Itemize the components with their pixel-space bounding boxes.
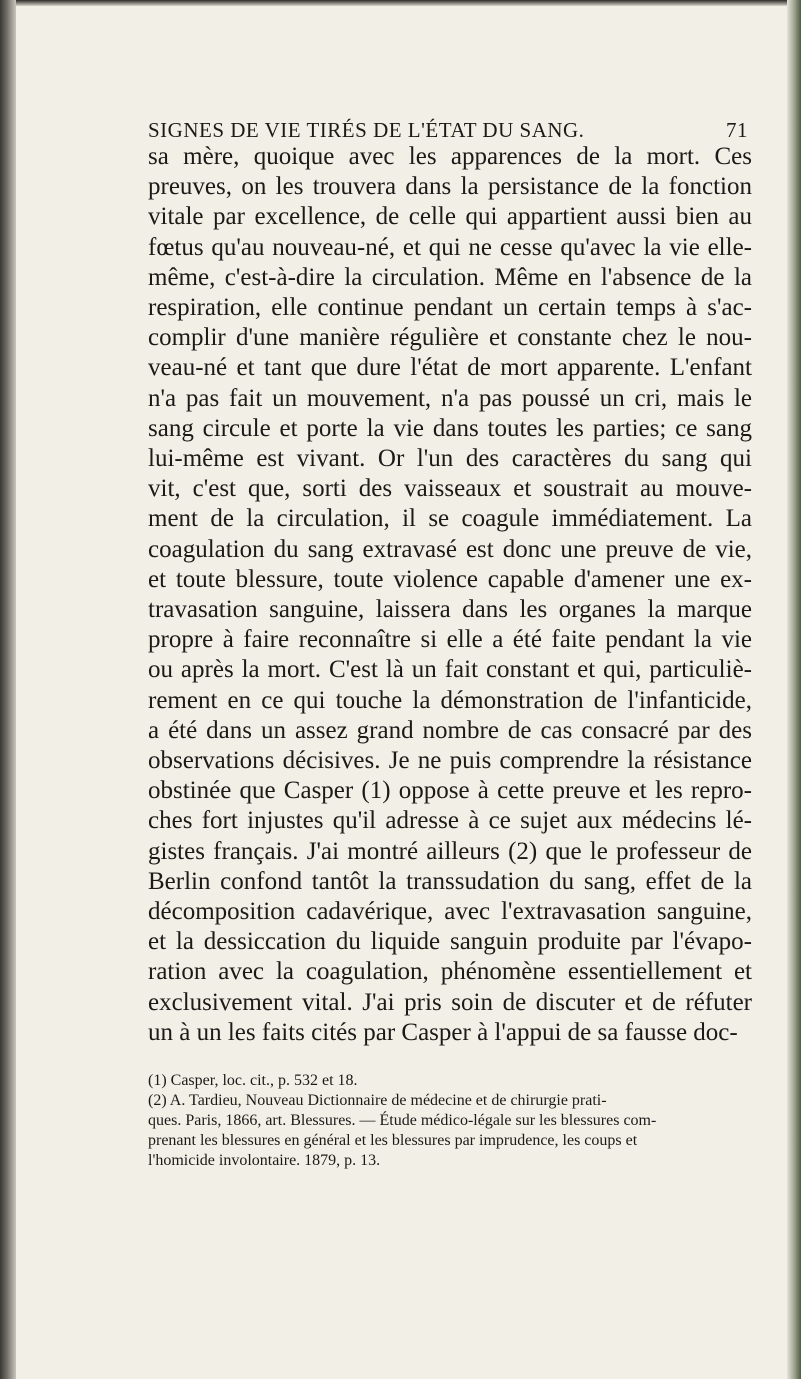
text-line: coagulation du sang extravasé est donc une preuve de vie, bbox=[148, 535, 752, 563]
text-line: lui-même est vivant. Or l'un des caractères du sang qui bbox=[148, 445, 752, 473]
text-line: Berlin confond tantôt la transsudation du sang, effet de la bbox=[148, 867, 752, 895]
footnote-text: Casper, loc. cit., p. 532 et 18. bbox=[170, 1072, 358, 1089]
text-line: vitale par excellence, de celle qui appartient aussi bien au bbox=[148, 203, 752, 231]
text-line: rement en ce qui touche la démonstration de l'infanticide, bbox=[148, 686, 752, 714]
text-line: propre à faire reconnaître si elle a été faite pendant la vie bbox=[148, 626, 752, 654]
text-line: et toute blessure, toute violence capable d'amener une ex- bbox=[148, 565, 752, 593]
text-line: fœtus qu'au nouveau-né, et qui ne cesse qu'avec la vie elle- bbox=[148, 233, 752, 261]
footnote-2-cont: prenant les blessures en général et les blessures par imprudence, les coups et bbox=[148, 1132, 638, 1149]
text-line: veau-né et tant que dure l'état de mort apparente. L'enfant bbox=[148, 354, 752, 382]
text-line: même, c'est-à-dire la circulation. Même en l'absence de la bbox=[148, 263, 752, 291]
running-title: SIGNES DE VIE TIRÉS DE L'ÉTAT DU SANG. bbox=[148, 118, 585, 142]
footnote-text: A. Tardieu, Nouveau Dictionnaire de médecine et de chirurgie prati- bbox=[169, 1092, 607, 1109]
page-number: 71 bbox=[726, 118, 748, 142]
text-line: ration avec la coagulation, phénomène essentiellement et bbox=[148, 958, 752, 986]
text-line: preuves, on les trouvera dans la persistance de la fonction bbox=[148, 173, 752, 201]
footnote-2 bbox=[148, 1091, 752, 1111]
text-line: ches fort injustes qu'il adresse à ce sujet aux médecins lé- bbox=[148, 807, 752, 835]
text-line: et la dessiccation du liquide sanguin produite par l'évapo- bbox=[148, 928, 752, 956]
body-text bbox=[148, 142, 752, 1048]
text-line: a été dans un assez grand nombre de cas consacré par des bbox=[148, 716, 752, 744]
text-line: gistes français. J'ai montré ailleurs (2) que le professeur de bbox=[148, 837, 752, 865]
footnotes bbox=[148, 1071, 752, 1171]
running-header bbox=[148, 118, 748, 144]
page-right-edge bbox=[787, 0, 801, 1379]
text-line: observations décisives. Je ne puis comprendre la résistance bbox=[148, 747, 752, 775]
footnote-2-cont: l'homicide involontaire. 1879, p. 13. bbox=[148, 1152, 381, 1169]
book-gutter-shadow bbox=[0, 0, 16, 1379]
text-line: ment de la circulation, il se coagule immédiatement. La bbox=[148, 505, 752, 533]
text-line: sang circule et porte la vie dans toutes les parties; ce sang bbox=[148, 414, 752, 442]
footnote-2-cont: ques. Paris, 1866, art. Blessures. — Étude médico-légale sur les blessures com- bbox=[148, 1112, 657, 1129]
footnote-1 bbox=[148, 1071, 752, 1091]
text-line: n'a pas fait un mouvement, n'a pas poussé un cri, mais le bbox=[148, 384, 752, 412]
text-line: obstinée que Casper (1) oppose à cette preuve et les repro- bbox=[148, 777, 752, 805]
text-line: décomposition cadavérique, avec l'extravasation sanguine, bbox=[148, 898, 752, 926]
footnote-marker: (1) bbox=[148, 1072, 167, 1089]
text-line: complir d'une manière régulière et constante chez le nou- bbox=[148, 324, 752, 352]
text-line: respiration, elle continue pendant un certain temps à s'ac- bbox=[148, 294, 752, 322]
text-line: exclusivement vital. J'ai pris soin de discuter et de réfuter bbox=[148, 988, 752, 1016]
text-line: vit, c'est que, sorti des vaisseaux et soustrait au mouve- bbox=[148, 475, 752, 503]
text-line: ou après la mort. C'est là un fait constant et qui, particuliè- bbox=[148, 656, 752, 684]
text-line: sa mère, quoique avec les apparences de la mort. Ces bbox=[148, 143, 752, 170]
text-line: un à un les faits cités par Casper à l'appui de sa fausse doc- bbox=[148, 1018, 738, 1046]
footnote-marker: (2) bbox=[148, 1092, 167, 1109]
page-top-edge bbox=[0, 0, 801, 6]
text-line: travasation sanguine, laissera dans les organes la marque bbox=[148, 596, 752, 624]
